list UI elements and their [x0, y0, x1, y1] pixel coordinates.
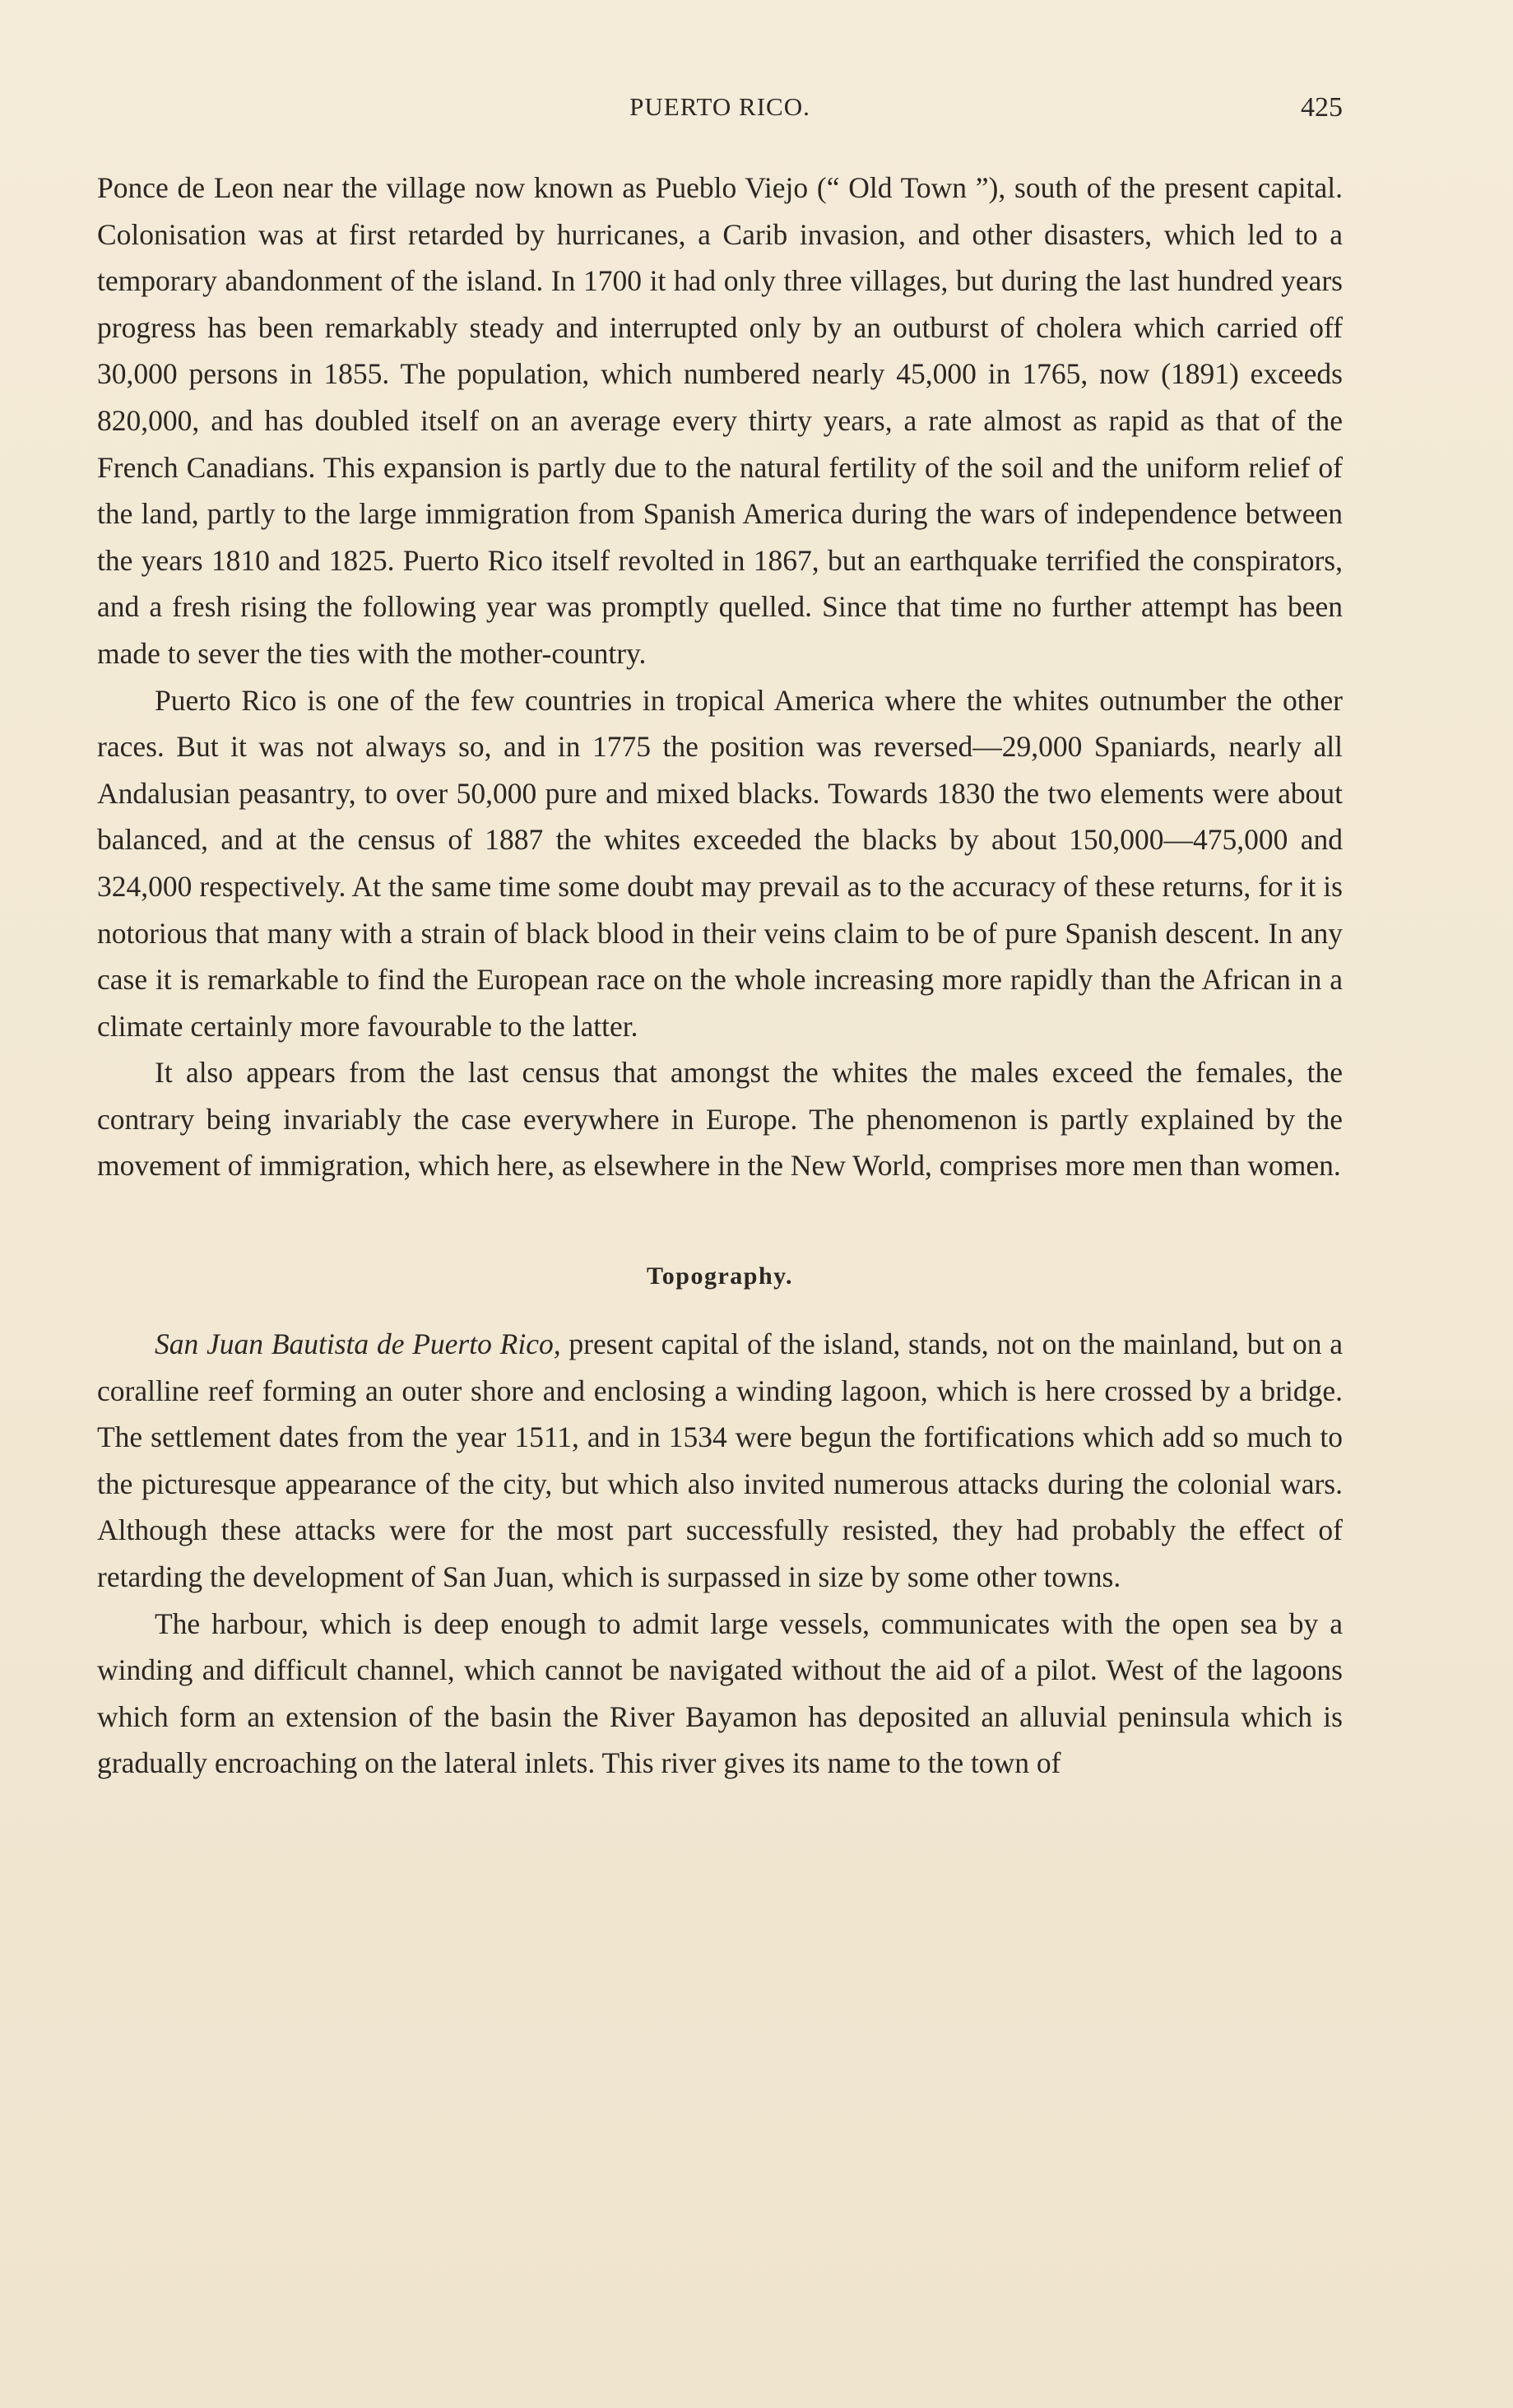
paragraph-san-juan-text: present capital of the island, stands, not on the mainland, but on a coralline reef forming an outer shore and enclosing a winding lagoon, which is here crossed by a bridge. The settlement dates from the year 1511, and in 1534 were begun the fortifications which add so much to the picturesque appearance of the city, but which also invited numerous attacks during the colonial wars. Although these attacks were for the most part successfully resisted, they had probably the effect of retarding the development of San Juan, which is surpassed in size by some other towns. — [97, 1327, 1343, 1594]
running-head — [97, 92, 1343, 133]
paragraph-harbour: The harbour, which is deep enough to admit large vessels, communicates with the open sea by a winding and difficult channel, which cannot be navigated without the aid of a pilot. West of the lagoons which form an extension of the basin the River Bayamon has deposited an alluvial peninsula which is gradually encroaching on the lateral inlets. This river gives its name to the town of — [97, 1606, 1343, 1780]
paragraph-colonisation: Ponce de Leon near the village now known as Pueblo Viejo (“ Old Town ”), south of the present capital. Colonisation was at first retarded by hurricanes, a Carib invasion, and other disasters, which led to a temporary abandonment of the island. In 1700 it had only three villages, but during the last hundred years progress has been remarkably steady and interrupted only by an outburst of cholera which carried off 30,000 persons in 1855. The population, which numbered nearly 45,000 in 1765, now (1891) exceeds 820,000, and has doubled itself on an average every thirty years, a rate almost as rapid as that of the French Canadians. This expansion is partly due to the natural fertility of the soil and the uniform relief of the land, partly to the large immigration from Spanish America during the wars of independence between the years 1810 and 1825. Puerto Rico itself revolted in 1867, but an earthquake terrified the conspirators, and a fresh rising the following year was promptly quelled. Since that time no further attempt has been made to sever the ties with the mother-country. — [97, 171, 1343, 670]
paragraph-san-juan — [97, 1321, 1343, 1601]
body-text — [97, 165, 1343, 1787]
paragraph-population-races: Puerto Rico is one of the few countries in tropical America where the whites outnumber the other races. But it was not always so, and in 1775 the position was reversed—29,000 Spaniards, nearly all Andalusian peasantry, to over 50,000 pure and mixed blacks. Towards 1830 the two elements were about balanced, and at the census of 1887 the whites exceeded the blacks by about 150,000—475,000 and 324,000 respectively. At the same time some doubt may prevail as to the accuracy of these returns, for it is notorious that many with a strain of black blood in their veins claim to be of pure Spanish descent. In any case it is remarkable to find the European race on the whole increasing more rapidly than the African in a climate certainly more favourable to the latter. — [97, 683, 1343, 1043]
page-number: 425 — [1301, 92, 1343, 123]
running-title: PUERTO RICO. — [629, 92, 810, 121]
place-name-san-juan: San Juan Bautista de Puerto Rico, — [155, 1327, 561, 1361]
section-heading-topography: Topography. — [647, 1262, 793, 1290]
paragraph-census-males: It also appears from the last census that amongst the whites the males exceed the females, the contrary being invariably the case everywhere in Europe. The phenomenon is partly explained by the movement of immigration, which here, as elsewhere in the New World, comprises more men than women. — [97, 1056, 1343, 1183]
